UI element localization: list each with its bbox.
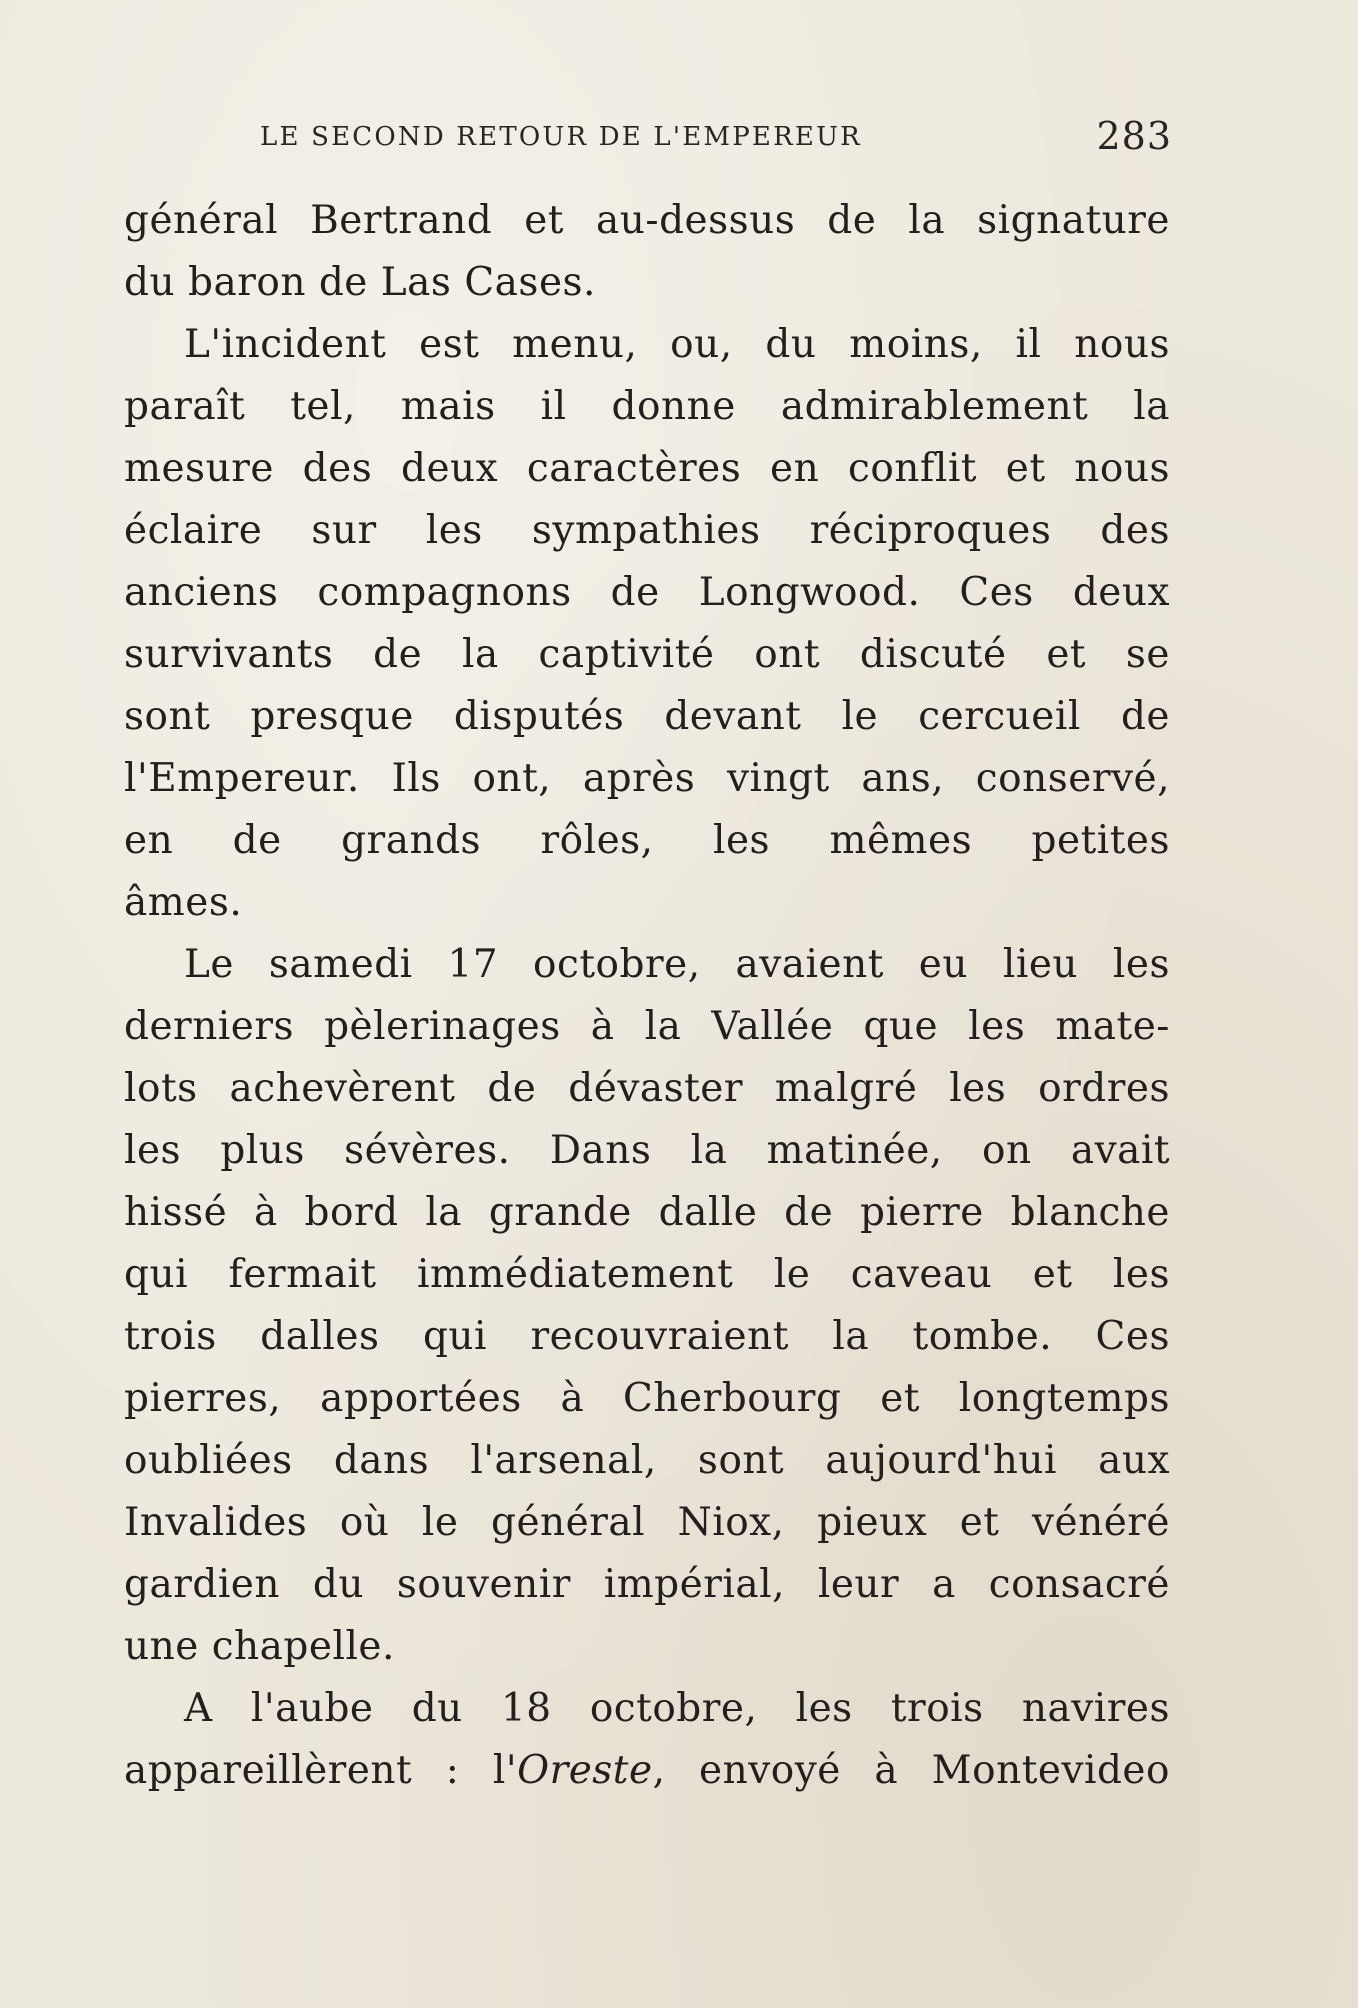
text-line: L'incident est menu, ou, du moins, il nous [184,322,1170,367]
body-text [124,190,1170,1802]
text-line: éclaire sur les sympathies réciproques des [124,508,1170,553]
text-line: anciens compagnons de Longwood. Ces deux [124,570,1170,615]
text-segment: appareillèrent : l' [124,1748,518,1793]
text-segment: , envoyé à Montevideo [652,1748,1170,1793]
text-line-with-italic [124,1740,1170,1802]
text-line: Invalides où le général Niox, pieux et vénéré [124,1500,1170,1545]
page-number: 283 [1096,114,1172,158]
paragraph-samedi [124,934,1170,1678]
text-line: du baron de Las Cases. [124,260,596,305]
text-line: paraît tel, mais il donne admirablement la [124,384,1170,429]
paragraph-continuation [124,190,1170,314]
text-line: oubliées dans l'arsenal, sont aujourd'hui aux [124,1438,1170,1483]
paragraph-incident [124,314,1170,934]
text-line: trois dalles qui recouvraient la tombe. Ces [124,1314,1170,1359]
running-head [260,114,1180,164]
ship-name-italic: Oreste [517,1748,653,1793]
text-line: mesure des deux caractères en conflit et nous [124,446,1170,491]
text-line: qui fermait immédiatement le caveau et les [124,1252,1170,1297]
running-title: LE SECOND RETOUR DE L'EMPEREUR [260,122,862,152]
text-line: pierres, apportées à Cherbourg et longtemps [124,1376,1170,1421]
text-line: Le samedi 17 octobre, avaient eu lieu les [184,942,1170,987]
text-line: une chapelle. [124,1624,395,1669]
paragraph-aube [124,1678,1170,1802]
text-line: général Bertrand et au-dessus de la signature [124,198,1170,243]
text-line: sont presque disputés devant le cercueil de [124,694,1170,739]
text-line: en de grands rôles, les mêmes petites [124,818,1170,863]
text-line: lots achevèrent de dévaster malgré les ordres [124,1066,1170,1111]
text-line: derniers pèlerinages à la Vallée que les mate- [124,1004,1170,1049]
text-line: âmes. [124,880,243,925]
text-line: A l'aube du 18 octobre, les trois navires [184,1686,1170,1731]
text-line: hissé à bord la grande dalle de pierre blanche [124,1190,1170,1235]
text-line: gardien du souvenir impérial, leur a consacré [124,1562,1170,1607]
text-line: les plus sévères. Dans la matinée, on avait [124,1128,1170,1173]
text-line: survivants de la captivité ont discuté et se [124,632,1170,677]
text-line: l'Empereur. Ils ont, après vingt ans, conservé, [124,756,1170,801]
